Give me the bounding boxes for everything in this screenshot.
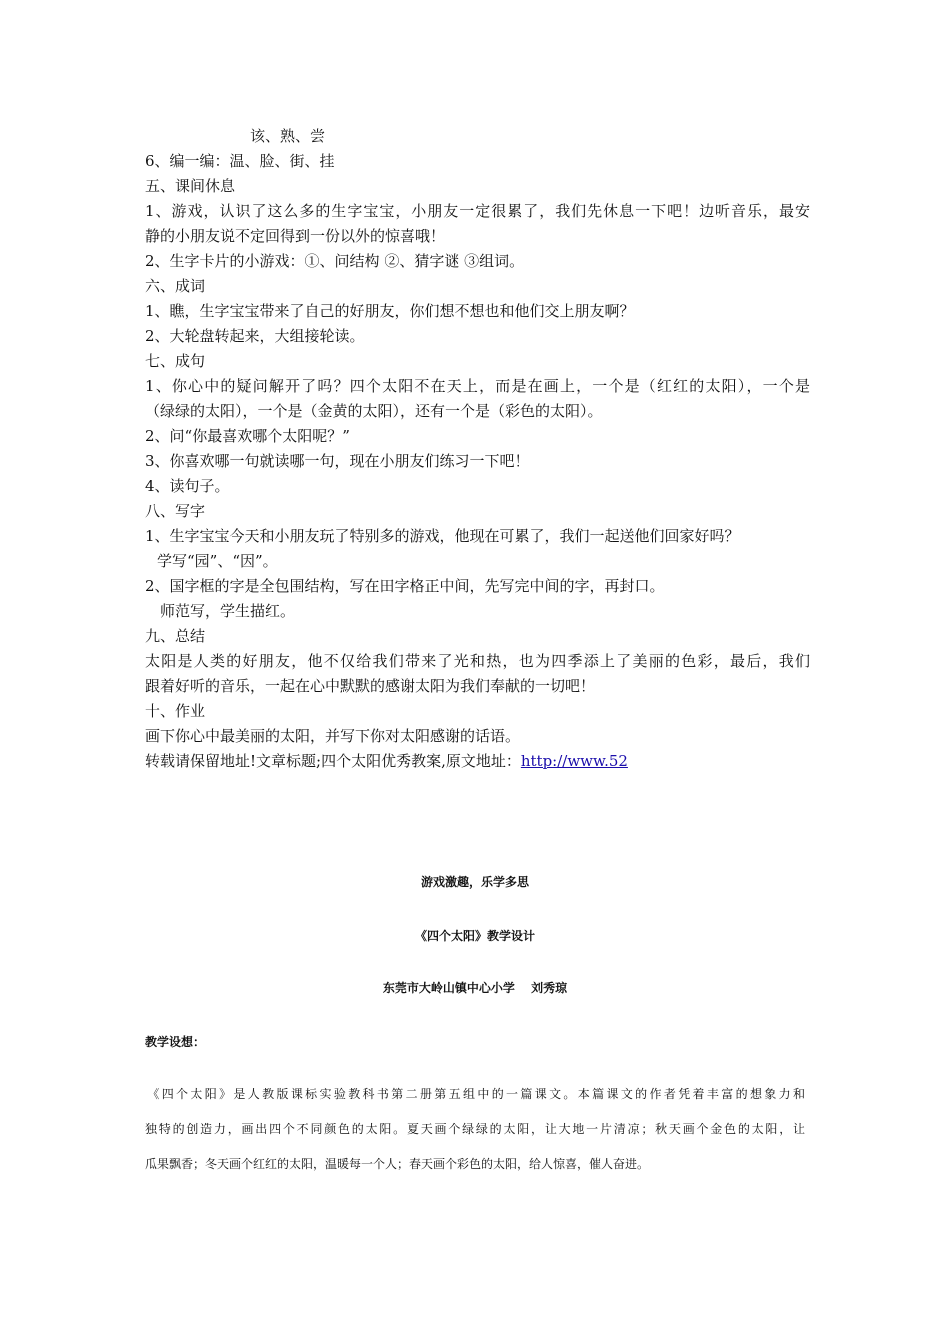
text-line: 6、编一编：温、脸、街、挂 — [145, 152, 335, 170]
text-line: 师范写，学生描红。 — [160, 602, 296, 620]
source-label: 转载请保留地址!文章标题;四个太阳优秀教案,原文地址： — [145, 752, 521, 770]
text-line: 3、你喜欢哪一句就读哪一句，现在小朋友们练习一下吧！ — [145, 452, 530, 470]
doc-title: 《四个太阳》教学设计 — [414, 929, 535, 943]
text-line: 1、游戏，认识了这么多的生字宝宝，小朋友一定很累了，我们先休息一下吧！边听音乐，最安 — [145, 202, 810, 220]
text-line: 4、读句子。 — [145, 477, 230, 495]
paragraph-text: 《四个太阳》是人教版课标实验教科书第二册第五组中的一篇课文。本篇课文的作者凭着丰富的想象力和 — [145, 1087, 805, 1101]
text-line: 静的小朋友说不定回得到一份以外的惊喜哦！ — [145, 227, 446, 245]
source-line — [145, 751, 810, 771]
text-line: 2、国字框的字是全包围结构，写在田字格正中间，先写完中间的字，再封口。 — [145, 577, 665, 595]
text-line: 2、问“你最喜欢哪个太阳呢？” — [145, 427, 350, 445]
text-line: 学写“园”、“因”。 — [157, 552, 278, 570]
doc-author: 东莞市大岭山镇中心小学 刘秀琼 — [382, 981, 568, 995]
paragraph-line — [145, 1085, 805, 1103]
text-line: 1、你心中的疑问解开了吗？四个太阳不在天上，而是在画上，一个是（红红的太阳），一个是 — [145, 377, 810, 395]
paragraph-line: 瓜果飘香；冬天画个红红的太阳，温暖每一个人；春天画个彩色的太阳，给人惊喜，催人奋进。 — [145, 1157, 650, 1171]
text-line: 1、生字宝宝今天和小朋友玩了特别多的游戏，他现在可累了，我们一起送他们回家好吗？ — [145, 527, 740, 545]
doc-heading: 游戏激趣，乐学多思 — [420, 875, 529, 889]
section-heading: 七、成句 — [145, 352, 206, 370]
paragraph-line: 独特的创造力，画出四个不同颜色的太阳。夏天画个绿绿的太阳，让大地一片清凉；秋天画个金色的太阳，让 — [145, 1122, 805, 1136]
text-line: 跟着好听的音乐，一起在心中默默的感谢太阳为我们奉献的一切吧！ — [145, 677, 596, 695]
section-heading: 五、课间休息 — [145, 177, 236, 195]
text-line: 太阳是人类的好朋友，他不仅给我们带来了光和热，也为四季添上了美丽的色彩，最后，我们 — [145, 652, 810, 670]
source-link[interactable]: http://www.52 — [520, 752, 628, 770]
text-line: 1、瞧，生字宝宝带来了自己的好朋友，你们想不想也和他们交上朋友啊？ — [145, 302, 635, 320]
text-line: 画下你心中最美丽的太阳，并写下你对太阳感谢的话语。 — [145, 727, 521, 745]
section-heading: 六、成词 — [145, 277, 206, 295]
section-heading: 九、总结 — [145, 627, 206, 645]
text-line: （绿绿的太阳），一个是（金黄的太阳），还有一个是（彩色的太阳）。 — [145, 402, 603, 420]
text-line: 2、生字卡片的小游戏：①、问结构 ②、猜字谜 ③组词。 — [145, 252, 525, 270]
section-heading: 十、作业 — [145, 702, 206, 720]
text-line: 该、熟、尝 — [250, 127, 326, 145]
section-heading: 八、写字 — [145, 502, 206, 520]
section-label: 教学设想： — [145, 1035, 206, 1049]
text-line: 2、大轮盘转起来，大组接轮读。 — [145, 327, 365, 345]
